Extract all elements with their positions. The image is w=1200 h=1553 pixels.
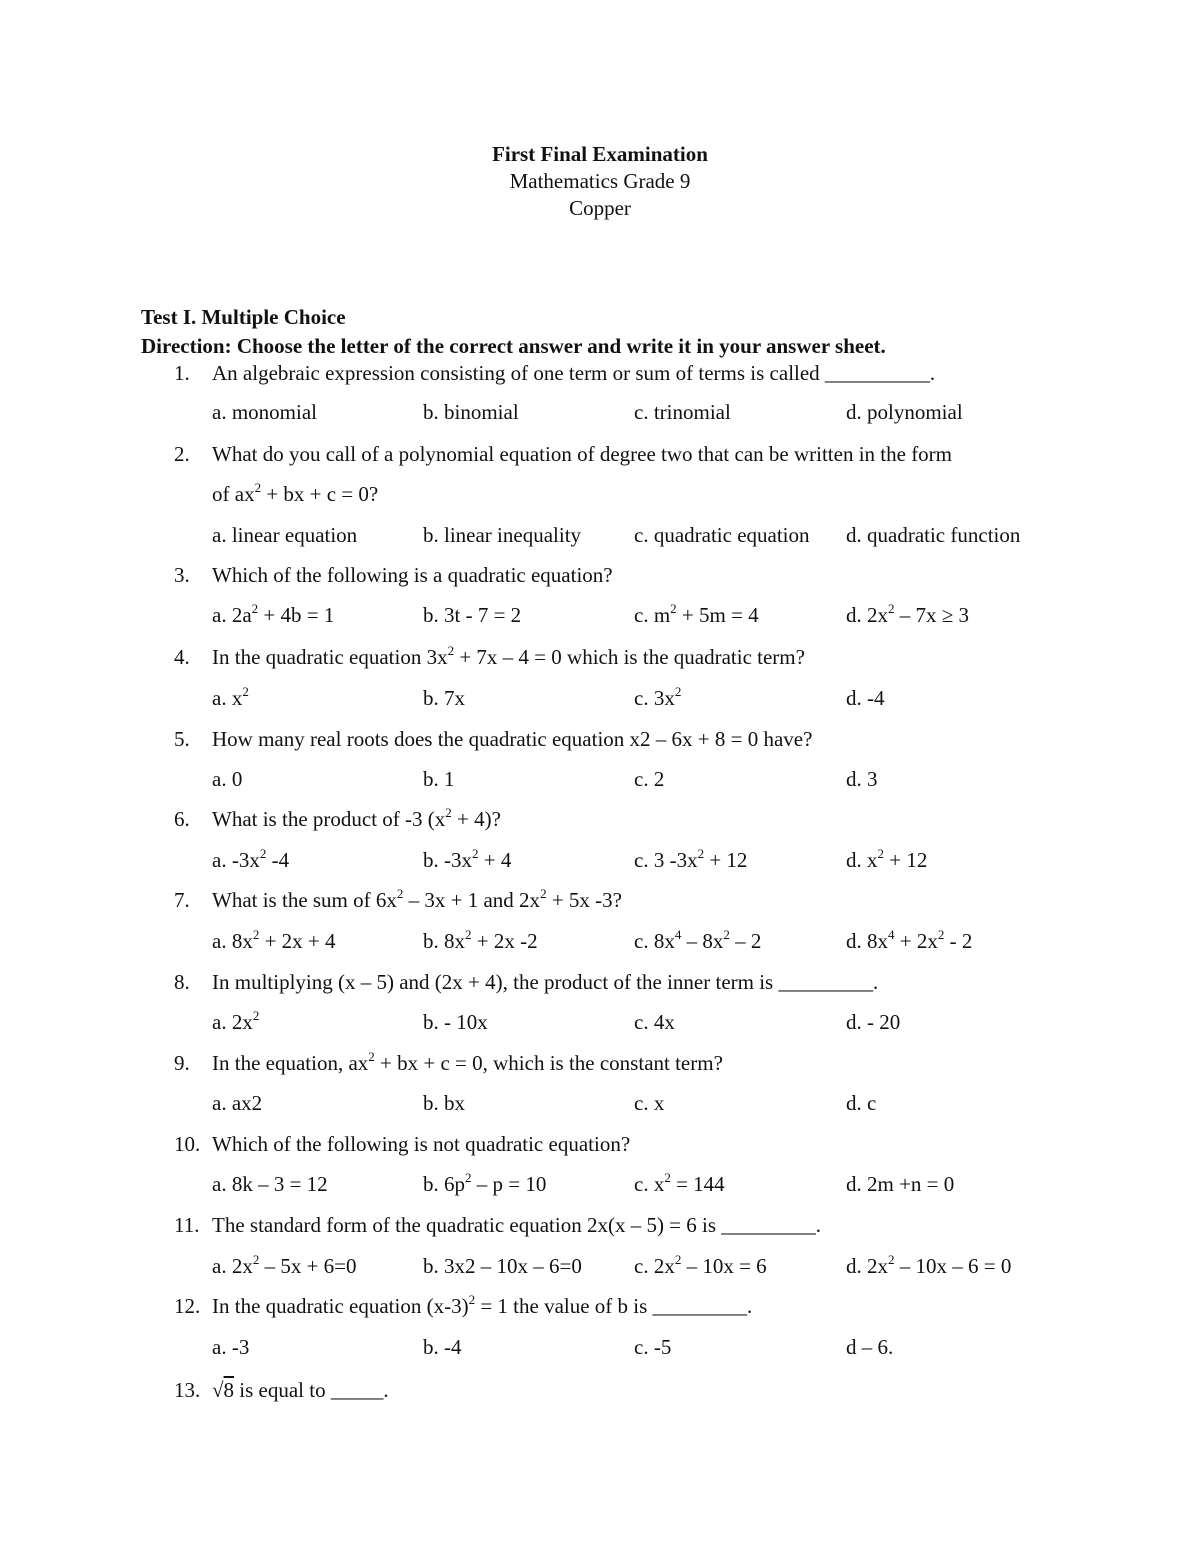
option-d: d. $x^2 + 12$ bbox=[846, 846, 928, 872]
superscript: 2 bbox=[723, 927, 730, 942]
superscript: 2 bbox=[670, 601, 677, 616]
question-text: How many real roots does the quadratic equation x2 – 6x + 8 = 0 have? bbox=[212, 727, 813, 751]
answer-options bbox=[212, 523, 1112, 553]
superscript: 2 bbox=[888, 601, 895, 616]
option-c: c. 2 bbox=[634, 767, 665, 791]
option-c: c. $x^2 = 144$ bbox=[634, 1170, 725, 1196]
option-c: c. $m^2 + 5m = 4$ bbox=[634, 601, 759, 627]
superscript: 2 bbox=[445, 805, 452, 820]
option-a: a. $-3x^2$ -4 bbox=[212, 846, 290, 872]
superscript: 2 bbox=[254, 480, 262, 495]
question-text: What do you call of a polynomial equation of degree two that can be written in the form bbox=[212, 442, 953, 466]
question-text-continued: of $ax^2$ + bx + c = 0? bbox=[212, 480, 379, 506]
superscript: 2 bbox=[242, 684, 249, 699]
answer-options bbox=[212, 929, 1112, 959]
question-6 bbox=[174, 807, 501, 832]
superscript: 2 bbox=[447, 643, 455, 658]
option-b: b. $8x^2 + 2x$ -2 bbox=[423, 927, 538, 953]
option-b: b. $6p^2 - p = 10$ bbox=[423, 1170, 547, 1196]
superscript: 2 bbox=[664, 1170, 671, 1185]
option-d: d. $8x^4 + 2x^2 - 2$ bbox=[846, 927, 973, 953]
option-a: a. $8x^2 + 2x + 4$ bbox=[212, 927, 336, 953]
option-c: c. $3x^2$ bbox=[634, 684, 682, 710]
option-d: d. quadratic function bbox=[846, 523, 1021, 547]
question-number: 5. bbox=[174, 727, 190, 751]
question-text: In the quadratic equation $3x^2 + 7x - 4 = 0$ which is the quadratic term? bbox=[212, 643, 805, 669]
superscript: 2 bbox=[937, 927, 945, 942]
option-b: b. 7x bbox=[423, 686, 465, 710]
option-c: c. trinomial bbox=[634, 400, 731, 424]
option-c: c. 3 $-3x^2 + 12$ bbox=[634, 846, 748, 872]
option-b: b. bx bbox=[423, 1091, 465, 1115]
question-13 bbox=[174, 1378, 389, 1403]
question-11 bbox=[174, 1213, 821, 1238]
question-text: What is the sum of $6x^2 - 3x + 1$ and $2x^2 + 5x$ -3? bbox=[212, 886, 622, 912]
option-a: a. ax2 bbox=[212, 1091, 263, 1115]
question-12 bbox=[174, 1294, 752, 1319]
question-text: In multiplying (x – 5) and (2x + 4), the product of the inner term is _________. bbox=[212, 970, 879, 994]
option-d: d. 3 bbox=[846, 767, 878, 791]
answer-options bbox=[212, 603, 1112, 633]
option-d: d. 2m +n = 0 bbox=[846, 1172, 955, 1196]
answer-options bbox=[212, 767, 1112, 797]
superscript: 2 bbox=[252, 1252, 260, 1267]
superscript: 2 bbox=[540, 886, 547, 901]
option-a: a. -3 bbox=[212, 1335, 250, 1359]
question-number: 10. bbox=[174, 1132, 201, 1156]
test-heading: Test I. Multiple Choice bbox=[141, 305, 346, 329]
option-c: c. 4x bbox=[634, 1010, 675, 1034]
option-d: d. c bbox=[846, 1091, 877, 1115]
question-text: An algebraic expression consisting of one term or sum of terms is called __________. bbox=[212, 361, 936, 385]
superscript: 2 bbox=[465, 927, 472, 942]
question-number: 7. bbox=[174, 888, 190, 912]
answer-options bbox=[212, 686, 1112, 716]
question-text: √8 is equal to _____. bbox=[212, 1378, 389, 1402]
option-d: d – 6. bbox=[846, 1335, 894, 1359]
question-number: 1. bbox=[174, 361, 190, 385]
option-a: a. monomial bbox=[212, 400, 317, 424]
answer-options bbox=[212, 1010, 1112, 1040]
option-c: c. x bbox=[634, 1091, 665, 1115]
question-5 bbox=[174, 727, 812, 752]
option-d: d. $2x^2 - 7x \ge 3$ bbox=[846, 601, 970, 627]
question-2 bbox=[174, 442, 952, 467]
question-number: 9. bbox=[174, 1051, 190, 1075]
exam-section: Copper bbox=[569, 196, 631, 220]
option-b: b. 1 bbox=[423, 767, 455, 791]
option-d: d. - 20 bbox=[846, 1010, 901, 1034]
question-7 bbox=[174, 888, 622, 913]
superscript: 2 bbox=[251, 601, 259, 616]
question-number: 8. bbox=[174, 970, 190, 994]
question-number: 13. bbox=[174, 1378, 201, 1402]
answer-options bbox=[212, 848, 1112, 878]
question-number: 6. bbox=[174, 807, 190, 831]
superscript: 4 bbox=[674, 927, 682, 942]
question-number: 3. bbox=[174, 563, 190, 587]
question-8 bbox=[174, 970, 878, 995]
option-d: d. polynomial bbox=[846, 400, 963, 424]
option-b: b. 3t - 7 = 2 bbox=[423, 603, 522, 627]
question-number: 12. bbox=[174, 1294, 201, 1318]
option-b: b. linear inequality bbox=[423, 523, 582, 547]
option-c: c. $8x^4 - 8x^2 - 2$ bbox=[634, 927, 762, 953]
question-10 bbox=[174, 1132, 630, 1157]
question-text: Which of the following is not quadratic equation? bbox=[212, 1132, 631, 1156]
superscript: 2 bbox=[472, 846, 479, 861]
question-text: Which of the following is a quadratic equation? bbox=[212, 563, 613, 587]
option-a: a. 0 bbox=[212, 767, 243, 791]
answer-options bbox=[212, 1335, 1112, 1365]
superscript: 2 bbox=[368, 1049, 375, 1064]
answer-options bbox=[212, 1254, 1112, 1284]
question-number: 11. bbox=[174, 1213, 200, 1237]
option-c: c. quadratic equation bbox=[634, 523, 810, 547]
question-number: 4. bbox=[174, 645, 190, 669]
question-1 bbox=[174, 361, 935, 386]
superscript: 4 bbox=[888, 927, 895, 942]
option-b: b. $-3x^2 + 4$ bbox=[423, 846, 512, 872]
question-number: 2. bbox=[174, 442, 190, 466]
option-a: a. $2x^2 - 5x + 6=0$ bbox=[212, 1252, 357, 1278]
superscript: 2 bbox=[674, 1252, 682, 1267]
option-a: a. $2a^2 + 4b = 1$ bbox=[212, 601, 335, 627]
superscript: 2 bbox=[468, 1292, 476, 1307]
option-a: a. $x^2$ bbox=[212, 684, 249, 710]
superscript: 2 bbox=[888, 1252, 895, 1267]
question-text: The standard form of the quadratic equation 2x(x – 5) = 6 is _________. bbox=[212, 1213, 822, 1237]
radicand: 8 bbox=[223, 1378, 235, 1402]
superscript: 2 bbox=[697, 846, 705, 861]
option-b: b. 3x2 – 10x – 6=0 bbox=[423, 1254, 582, 1278]
exam-title: First Final Examination bbox=[492, 142, 708, 166]
question-3 bbox=[174, 563, 613, 588]
option-a: a. 8k – 3 = 12 bbox=[212, 1172, 328, 1196]
superscript: 2 bbox=[396, 886, 404, 901]
superscript: 2 bbox=[674, 684, 682, 699]
answer-options bbox=[212, 1091, 1112, 1121]
option-a: a. linear equation bbox=[212, 523, 358, 547]
superscript: 2 bbox=[252, 927, 260, 942]
option-b: b. -4 bbox=[423, 1335, 462, 1359]
question-text: In the quadratic equation $(x-3)^2 = 1$ the value of b is _________. bbox=[212, 1292, 753, 1318]
option-c: c. -5 bbox=[634, 1335, 672, 1359]
question-9 bbox=[174, 1051, 723, 1076]
option-d: d. $2x^2 - 10x - 6 = 0$ bbox=[846, 1252, 1012, 1278]
square-root: √8 bbox=[212, 1378, 235, 1402]
answer-options bbox=[212, 1172, 1112, 1202]
superscript: 2 bbox=[877, 846, 884, 861]
superscript: 2 bbox=[259, 846, 267, 861]
exam-header bbox=[0, 141, 1200, 222]
question-4 bbox=[174, 645, 805, 670]
option-b: b. - 10x bbox=[423, 1010, 488, 1034]
question-text: In the equation, $ax^2$ + bx + c = 0, which is the constant term? bbox=[212, 1049, 723, 1075]
question-text: What is the product of -3 $(x^2 + 4)$? bbox=[212, 805, 501, 831]
test-direction: Direction: Choose the letter of the correct answer and write it in your answer sheet. bbox=[141, 334, 886, 358]
answer-options bbox=[212, 400, 1112, 430]
option-c: c. $2x^2 - 10x = 6$ bbox=[634, 1252, 767, 1278]
superscript: 2 bbox=[252, 1008, 260, 1023]
option-a: a. $2x^2$ bbox=[212, 1008, 260, 1034]
option-b: b. binomial bbox=[423, 400, 519, 424]
superscript: 2 bbox=[465, 1170, 472, 1185]
exam-subject: Mathematics Grade 9 bbox=[509, 169, 691, 193]
option-d: d. -4 bbox=[846, 686, 885, 710]
